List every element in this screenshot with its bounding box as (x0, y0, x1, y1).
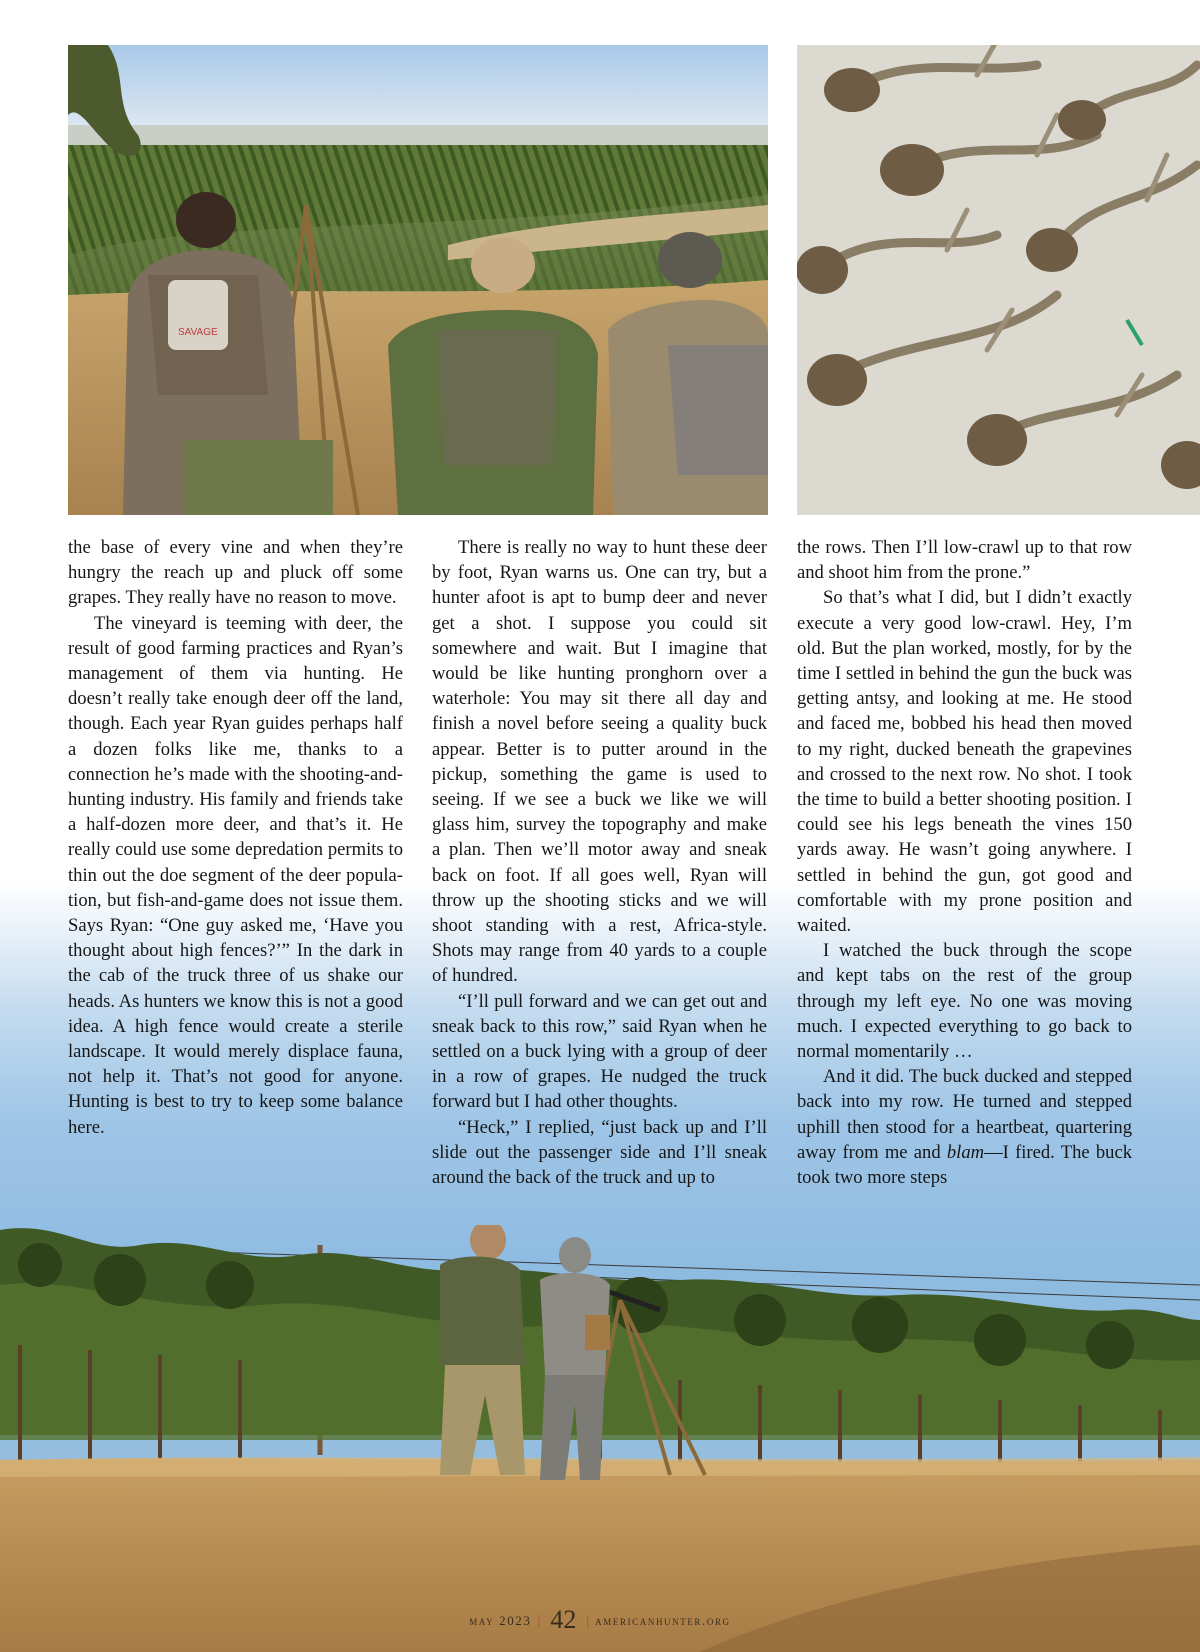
paragraph: “I’ll pull forward and we can get out and sneak back to this row,” said Ryan when he settled on a buck lying with a group of deer in a row of grapes. He nudged the truck forward but I had other thoughts. (432, 990, 767, 1113)
paragraph-final (797, 1064, 1132, 1190)
prone-shooting-vineyard-photo (0, 1225, 1200, 1652)
emphasis-text: blam (946, 1141, 985, 1163)
article-column-1 (68, 535, 403, 1140)
article-column-2 (432, 535, 767, 1190)
text-run: And it did. The buck ducked and stepped back into my row. He turned and stepped uphill then stood for a heartbeat, quartering away from me and (797, 1066, 1132, 1163)
paragraph: “Heck,” I replied, “just back up and I’ll slide out the passenger side and I’ll sneak around the back of the truck and up to (432, 1116, 767, 1189)
page-folio (0, 1605, 1200, 1635)
paragraph: There is really no way to hunt these deer by foot, Ryan warns us. One can try, but a hunter afoot is apt to bump deer and never get a shot. I suppose you could sit somewhere and wait. But I imagine that would be like hunting pronghorn over a waterhole: You may sit there all day and finish a novel before seeing a quality buck appear. Better is to putter around in the pickup, something the game is used to seeing. If we see a buck we like we will glass him, survey the topography and make a plan. Then we’ll motor away and sneak back on foot. If all goes well, Ryan will throw up the shooting sticks and we will shoot standing with a rest, Africa-style. Shots may range from 40 yards to a couple of hundred. (432, 537, 767, 987)
folio-separator: | (537, 1614, 541, 1629)
text-run: —I fired. The buck took two more steps (797, 1141, 1133, 1189)
svg-text:SAVAGE: SAVAGE (178, 327, 218, 338)
paragraph: The vineyard is teeming with deer, the result of good farming practices and Ryan’s management of them via hunting. He doesn’t really take enough deer off the land, though. Each year Ryan guides perhaps half a dozen folks like me, thanks to a connection he’s made with the shooting-and-hunting industry. His family and friends take a half-dozen more deer, and that’s it. He really could use some depredation permits to thin out the doe segment of the deer population, but fish-and-game does not issue them. Says Ryan: “One guy asked me, ‘Have you thought about high fences?’” In the dark in the cab of the truck three of us shake our heads. As hunters we know this is not a good idea. A high fence would create a sterile landscape. It would merely displace fauna, not help it. That’s not good for anyone. Hunting is best to try to keep some balance here. (68, 612, 403, 1138)
paragraph: the base of every vine and when they’re hungry the reach up and pluck off some grapes. They really have no reason to move. (68, 537, 403, 609)
website-url: americanhunter.org (595, 1613, 731, 1628)
vineyard-glassing-photo (68, 45, 768, 515)
folio-separator: | (586, 1614, 590, 1629)
article-column-3 (797, 535, 1132, 1190)
antler-sheds-photo (797, 45, 1200, 515)
page-number: 42 (550, 1605, 577, 1634)
paragraph: So that’s what I did, but I didn’t exactly execute a very good low-crawl. Hey, I’m old. But the plan worked, mostly, for by the time I settled in behind the gun the buck was getting antsy, and looking at me. He stood and faced me, bobbed his head then moved to my right, ducked beneath the grapevines and crossed to the next row. No shot. I took the time to build a better shooting position. I could see his legs beneath the vines 150 yards away. He wasn’t going anywhere. I settled in behind the gun, got good and comfortable with my prone position and waited. (797, 587, 1132, 937)
paragraph: I watched the buck through the scope and kept tabs on the rest of the group through my left eye. No one was moving much. I expected everything to go back to normal momentarily … (797, 940, 1132, 1063)
issue-date: may 2023 (469, 1613, 532, 1628)
paragraph: the rows. Then I’ll low-crawl up to that row and shoot him from the prone.” (797, 537, 1132, 584)
